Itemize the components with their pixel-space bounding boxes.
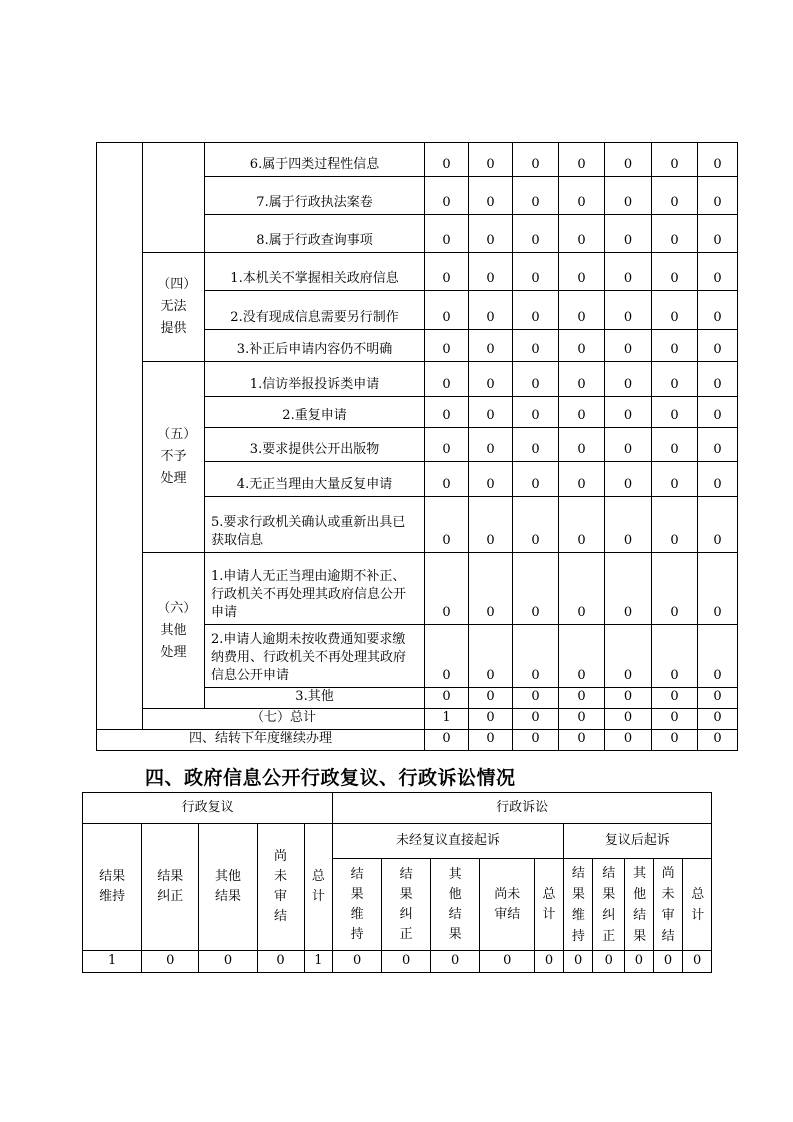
value-cell: 0 [559,730,605,751]
value-cell: 0 [605,143,652,177]
value-cell: 0 [698,709,738,730]
value-cell: 0 [425,497,469,553]
value-cell: 1 [83,951,142,973]
value-cell: 0 [425,397,469,428]
row-label: 6.属于四类过程性信息 [205,143,425,177]
value-cell: 0 [469,462,513,497]
section-title: 四、政府信息公开行政复议、行政诉讼情况 [145,767,516,789]
value-cell: 0 [333,951,382,973]
value-cell: 0 [605,497,652,553]
value-cell: 0 [652,553,698,625]
value-cell: 0 [513,215,559,253]
table-row [97,362,738,397]
value-cell: 0 [559,497,605,553]
value-cell: 0 [698,330,738,362]
review-col-header: 其他结果 [199,824,257,951]
value-cell: 0 [653,951,683,973]
value-cell: 0 [559,177,605,215]
direct-col-header: 其他结果 [431,859,480,951]
after-col-header: 结果纠正 [593,859,625,951]
after-review-header: 复议后起诉 [563,824,711,859]
review-header: 行政复议 [83,793,333,824]
value-cell: 0 [559,330,605,362]
value-cell: 0 [425,253,469,291]
value-cell: 0 [698,397,738,428]
value-cell: 0 [559,291,605,330]
value-cell: 0 [605,291,652,330]
row-label: 2.申请人逾期未按收费通知要求缴纳费用、行政机关不再处理其政府信息公开申请 [205,625,425,688]
value-cell: 0 [605,253,652,291]
value-cell: 0 [199,951,257,973]
value-cell: 0 [698,497,738,553]
review-litigation-table [82,792,712,973]
value-cell: 0 [563,951,593,973]
value-cell: 0 [425,462,469,497]
value-cell: 0 [513,730,559,751]
value-cell: 0 [480,951,535,973]
value-cell: 0 [469,497,513,553]
value-cell: 0 [559,553,605,625]
value-cell: 0 [469,330,513,362]
after-col-header: 尚未审结 [653,859,683,951]
value-cell: 0 [698,177,738,215]
value-cell: 0 [425,362,469,397]
value-cell: 0 [469,397,513,428]
after-col-header: 其他结果 [625,859,654,951]
value-cell: 0 [652,177,698,215]
after-col-header: 结果维持 [563,859,593,951]
litigation-header: 行政诉讼 [333,793,712,824]
value-cell: 0 [698,362,738,397]
value-cell: 0 [425,215,469,253]
value-cell: 0 [652,625,698,688]
row-label: 2.没有现成信息需要另行制作 [205,291,425,330]
value-cell: 0 [559,709,605,730]
review-col-header: 总计 [304,824,333,951]
value-cell: 0 [652,462,698,497]
row-label: 3.要求提供公开出版物 [205,428,425,462]
value-cell: 0 [652,428,698,462]
group-label-group4: （四）无法提供 [143,253,205,362]
row-label: 3.其他 [205,688,425,709]
review-col-header: 结果纠正 [142,824,199,951]
table-row [97,253,738,291]
value-cell: 0 [513,362,559,397]
value-cell: 0 [535,951,564,973]
value-cell: 0 [625,951,654,973]
value-cell: 0 [469,730,513,751]
value-cell: 0 [652,688,698,709]
table-row [97,553,738,625]
value-cell: 0 [605,177,652,215]
application-handling-table [96,142,738,751]
group-label-group6: （六）其他处理 [143,553,205,709]
header-row-2 [83,824,712,859]
value-cell: 0 [513,143,559,177]
value-cell: 0 [513,625,559,688]
value-cell: 0 [513,428,559,462]
value-cell: 0 [652,330,698,362]
table-row [97,143,738,177]
value-cell: 0 [513,688,559,709]
value-cell: 0 [698,291,738,330]
value-cell: 0 [469,553,513,625]
value-cell: 0 [425,688,469,709]
value-cell: 0 [513,553,559,625]
value-cell: 0 [652,215,698,253]
row-label: 1.本机关不掌握相关政府信息 [205,253,425,291]
value-cell: 0 [469,688,513,709]
value-cell: 0 [425,553,469,625]
value-cell: 0 [425,730,469,751]
value-cell: 0 [605,462,652,497]
values-row [83,951,712,973]
value-cell: 0 [559,253,605,291]
direct-header: 未经复议直接起诉 [333,824,564,859]
value-cell: 0 [652,497,698,553]
after-col-header: 总计 [683,859,712,951]
value-cell: 0 [469,428,513,462]
total-label: （七）总计 [143,709,425,730]
outer-blank-cell [97,143,143,730]
value-cell: 0 [513,253,559,291]
value-cell: 0 [469,253,513,291]
carryover-row [97,730,738,751]
value-cell: 0 [559,462,605,497]
row-label: 7.属于行政执法案卷 [205,177,425,215]
value-cell: 0 [605,688,652,709]
value-cell: 0 [559,215,605,253]
row-label: 1.申请人无正当理由逾期不补正、行政机关不再处理其政府信息公开申请 [205,553,425,625]
value-cell: 0 [513,497,559,553]
review-col-header: 尚未审结 [257,824,304,951]
value-cell: 0 [469,291,513,330]
value-cell: 0 [683,951,712,973]
value-cell: 1 [304,951,333,973]
value-cell: 0 [652,709,698,730]
value-cell: 0 [652,397,698,428]
value-cell: 0 [513,177,559,215]
review-col-header: 结果维持 [83,824,142,951]
row-label: 3.补正后申请内容仍不明确 [205,330,425,362]
value-cell: 1 [425,709,469,730]
total-row [97,709,738,730]
value-cell: 0 [652,730,698,751]
header-row-1 [83,793,712,824]
direct-col-header: 尚未审结 [480,859,535,951]
value-cell: 0 [425,428,469,462]
value-cell: 0 [425,143,469,177]
value-cell: 0 [559,625,605,688]
value-cell: 0 [605,730,652,751]
value-cell: 0 [559,143,605,177]
value-cell: 0 [698,462,738,497]
value-cell: 0 [652,143,698,177]
row-label: 2.重复申请 [205,397,425,428]
value-cell: 0 [605,709,652,730]
row-label: 8.属于行政查询事项 [205,215,425,253]
value-cell: 0 [425,177,469,215]
value-cell: 0 [469,143,513,177]
value-cell: 0 [559,428,605,462]
value-cell: 0 [698,253,738,291]
value-cell: 0 [652,362,698,397]
value-cell: 0 [513,397,559,428]
value-cell: 0 [605,330,652,362]
value-cell: 0 [652,291,698,330]
value-cell: 0 [142,951,199,973]
direct-col-header: 总计 [535,859,564,951]
value-cell: 0 [513,462,559,497]
value-cell: 0 [698,688,738,709]
value-cell: 0 [698,215,738,253]
value-cell: 0 [513,291,559,330]
value-cell: 0 [698,553,738,625]
value-cell: 0 [469,215,513,253]
direct-col-header: 结果纠正 [382,859,431,951]
value-cell: 0 [605,625,652,688]
value-cell: 0 [513,709,559,730]
value-cell: 0 [425,291,469,330]
value-cell: 0 [469,177,513,215]
value-cell: 0 [605,428,652,462]
value-cell: 0 [431,951,480,973]
value-cell: 0 [425,625,469,688]
value-cell: 0 [698,143,738,177]
value-cell: 0 [605,397,652,428]
value-cell: 0 [559,688,605,709]
carryover-label: 四、结转下年度继续办理 [97,730,425,751]
row-label: 4.无正当理由大量反复申请 [205,462,425,497]
value-cell: 0 [257,951,304,973]
value-cell: 0 [605,362,652,397]
value-cell: 0 [605,553,652,625]
value-cell: 0 [698,625,738,688]
row-label: 5.要求行政机关确认或重新出具已获取信息 [205,497,425,553]
value-cell: 0 [593,951,625,973]
value-cell: 0 [559,362,605,397]
value-cell: 0 [559,397,605,428]
value-cell: 0 [469,709,513,730]
value-cell: 0 [469,362,513,397]
value-cell: 0 [652,253,698,291]
value-cell: 0 [698,730,738,751]
value-cell: 0 [382,951,431,973]
value-cell: 0 [513,330,559,362]
value-cell: 0 [698,428,738,462]
direct-col-header: 结果维持 [333,859,382,951]
value-cell: 0 [469,625,513,688]
group-blank-cell [143,143,205,253]
value-cell: 0 [425,330,469,362]
value-cell: 0 [605,215,652,253]
group-label-group5: （五）不予处理 [143,362,205,553]
row-label: 1.信访举报投诉类申请 [205,362,425,397]
